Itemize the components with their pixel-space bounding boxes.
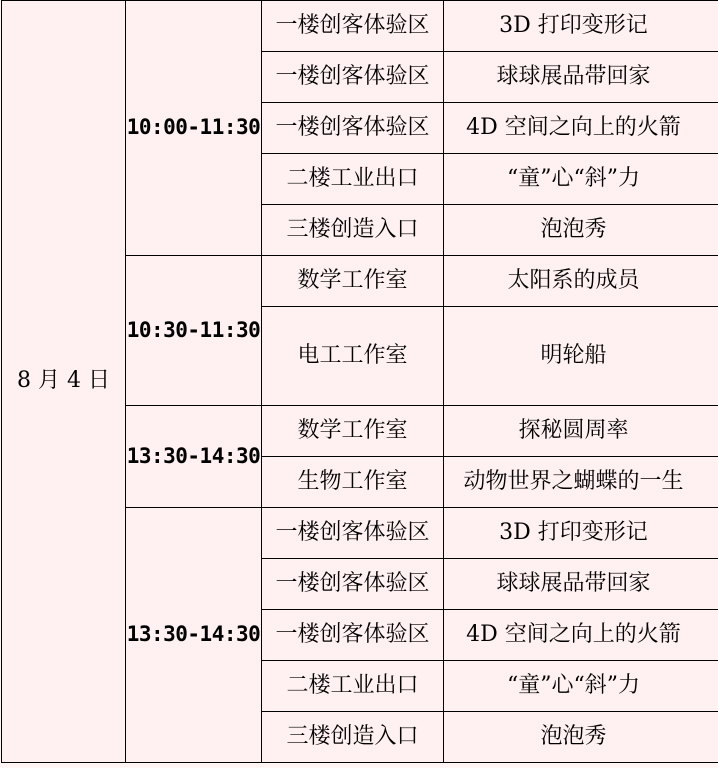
activity-cell: 3D 打印变形记	[444, 508, 718, 559]
activity-cell: 3D 打印变形记	[444, 1, 718, 52]
location-cell: 三楼创造入口	[262, 712, 444, 763]
date-cell: 8 月 4 日	[2, 1, 126, 763]
activity-cell: 泡泡秀	[444, 712, 718, 763]
location-cell: 一楼创客体验区	[262, 103, 444, 154]
activity-cell: 球球展品带回家	[444, 559, 718, 610]
time-slot-cell: 13:30-14:30	[126, 508, 262, 763]
activity-cell: 4D 空间之向上的火箭	[444, 610, 718, 661]
location-cell: 数学工作室	[262, 256, 444, 307]
time-slot-cell: 13:30-14:30	[126, 406, 262, 508]
location-cell: 数学工作室	[262, 406, 444, 457]
location-cell: 二楼工业出口	[262, 154, 444, 205]
activity-cell: “童”心“斜”力	[444, 154, 718, 205]
location-cell: 一楼创客体验区	[262, 610, 444, 661]
activity-cell: 4D 空间之向上的火箭	[444, 103, 718, 154]
activity-cell: “童”心“斜”力	[444, 661, 718, 712]
location-cell: 三楼创造入口	[262, 205, 444, 256]
location-cell: 二楼工业出口	[262, 661, 444, 712]
activity-cell: 太阳系的成员	[444, 256, 718, 307]
location-cell: 一楼创客体验区	[262, 52, 444, 103]
time-slot-cell: 10:30-11:30	[126, 256, 262, 406]
location-cell: 生物工作室	[262, 457, 444, 508]
location-cell: 一楼创客体验区	[262, 1, 444, 52]
activity-cell: 明轮船	[444, 307, 718, 406]
location-cell: 一楼创客体验区	[262, 559, 444, 610]
table-row	[2, 1, 718, 52]
activity-cell: 探秘圆周率	[444, 406, 718, 457]
location-cell: 一楼创客体验区	[262, 508, 444, 559]
location-cell: 电工工作室	[262, 307, 444, 406]
activity-cell: 泡泡秀	[444, 205, 718, 256]
activity-cell: 动物世界之蝴蝶的一生	[444, 457, 718, 508]
activity-cell: 球球展品带回家	[444, 52, 718, 103]
time-slot-cell: 10:00-11:30	[126, 1, 262, 256]
schedule-table	[1, 0, 718, 763]
